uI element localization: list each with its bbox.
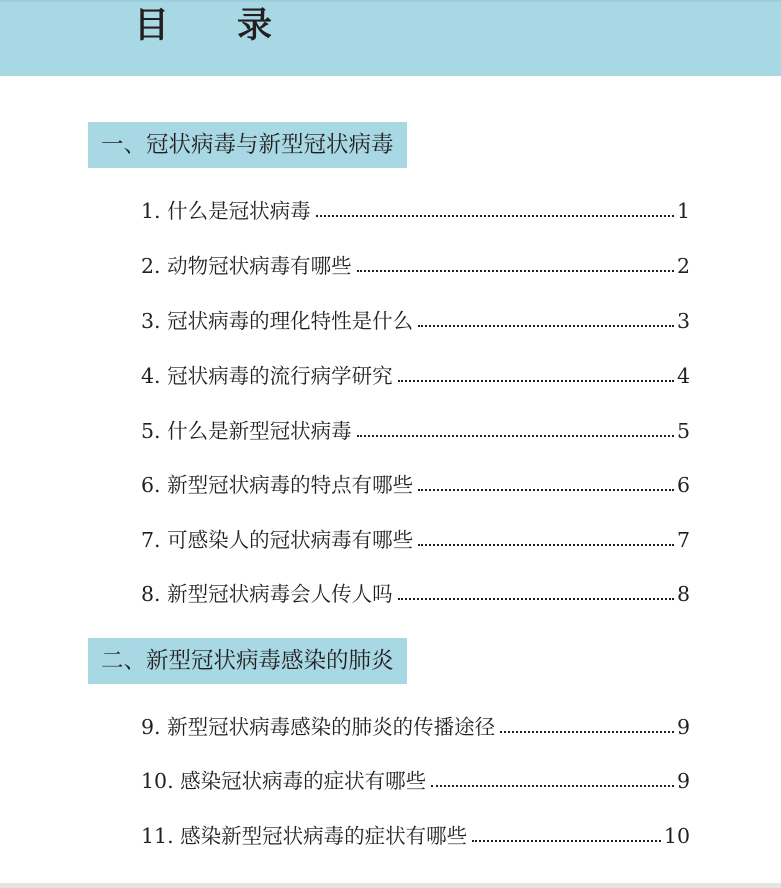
dot-leader bbox=[472, 840, 661, 842]
toc-entry[interactable] bbox=[141, 524, 690, 556]
toc-entry-label: 11. 感染新型冠状病毒的症状有哪些 bbox=[141, 824, 468, 848]
toc-entry-label: 9. 新型冠状病毒感染的肺炎的传播途径 bbox=[141, 715, 496, 739]
dot-leader bbox=[357, 270, 674, 272]
dot-leader bbox=[431, 785, 674, 787]
toc-page-number: 1 bbox=[676, 199, 690, 223]
toc-entry[interactable] bbox=[141, 360, 690, 392]
toc-entry[interactable] bbox=[141, 469, 690, 501]
toc-entry[interactable] bbox=[141, 305, 690, 337]
toc-page-number: 8 bbox=[676, 582, 690, 606]
dot-leader bbox=[316, 215, 674, 217]
toc-entry-label: 10. 感染冠状病毒的症状有哪些 bbox=[141, 769, 427, 793]
toc-page-number: 2 bbox=[676, 254, 690, 278]
toc-entry-label: 2. 动物冠状病毒有哪些 bbox=[141, 254, 352, 278]
toc-page-number: 7 bbox=[676, 528, 690, 552]
toc-entry-label: 1. 什么是冠状病毒 bbox=[141, 199, 311, 223]
toc-entry[interactable] bbox=[141, 820, 690, 852]
toc-page-number: 5 bbox=[676, 419, 690, 443]
toc-entry[interactable] bbox=[141, 711, 690, 743]
dot-leader bbox=[418, 544, 674, 546]
dot-leader bbox=[418, 325, 674, 327]
dot-leader bbox=[357, 435, 674, 437]
toc-entry[interactable] bbox=[141, 578, 690, 610]
section-heading-2: 二、新型冠状病毒感染的肺炎 bbox=[88, 638, 407, 684]
dot-leader bbox=[398, 380, 674, 382]
section-heading-1: 一、冠状病毒与新型冠状病毒 bbox=[88, 122, 407, 168]
toc-entry-label: 6. 新型冠状病毒的特点有哪些 bbox=[141, 473, 414, 497]
toc-entry-label: 4. 冠状病毒的流行病学研究 bbox=[141, 364, 393, 388]
toc-entry-label: 7. 可感染人的冠状病毒有哪些 bbox=[141, 528, 414, 552]
toc-entry[interactable] bbox=[141, 195, 690, 227]
toc-page-number: 4 bbox=[676, 364, 690, 388]
toc-page-number: 3 bbox=[676, 309, 690, 333]
toc-page-number: 9 bbox=[676, 769, 690, 793]
header-band bbox=[0, 0, 781, 76]
toc-entry[interactable] bbox=[141, 765, 690, 797]
toc-page-number: 10 bbox=[663, 824, 690, 848]
dot-leader bbox=[418, 489, 674, 491]
dot-leader bbox=[500, 731, 674, 733]
page-bottom-edge bbox=[0, 883, 781, 888]
toc-page-number: 9 bbox=[676, 715, 690, 739]
toc-entry-label: 3. 冠状病毒的理化特性是什么 bbox=[141, 309, 414, 333]
dot-leader bbox=[398, 598, 674, 600]
toc-entry[interactable] bbox=[141, 415, 690, 447]
toc-entry[interactable] bbox=[141, 250, 690, 282]
toc-entry-label: 8. 新型冠状病毒会人传人吗 bbox=[141, 582, 393, 606]
page-title: 目录 bbox=[134, 6, 341, 46]
toc-entry-label: 5. 什么是新型冠状病毒 bbox=[141, 419, 352, 443]
toc-page-number: 6 bbox=[676, 473, 690, 497]
